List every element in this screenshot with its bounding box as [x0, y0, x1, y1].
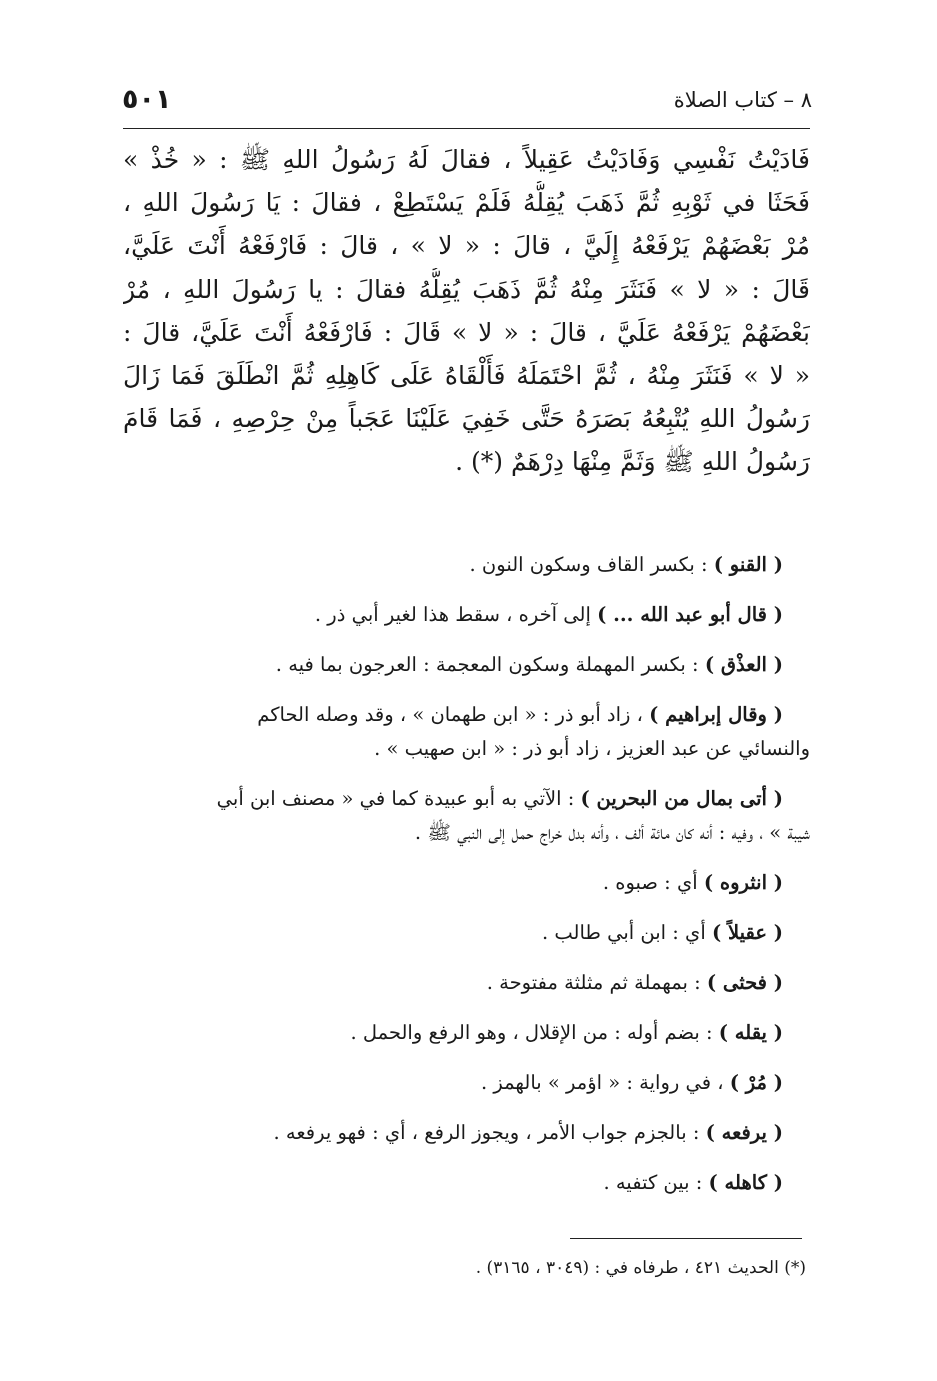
note-body: ، زاد أبو ذر : « ابن طهمان » ، وقد وصله الحاكم — [257, 703, 650, 726]
note-entry — [123, 698, 810, 766]
note-entry — [123, 1016, 810, 1050]
note-lemma: ( يقله ) — [718, 1021, 783, 1044]
note-lemma: ( أتى بمال من البحرين ) — [580, 787, 783, 810]
hadith-text — [123, 138, 810, 484]
note-body: : بين كتفيه . — [603, 1171, 709, 1194]
note-lemma: ( العذْق ) — [704, 653, 783, 676]
note-lemma: ( عقيلاً ) — [711, 921, 783, 944]
note-entry — [123, 1116, 810, 1150]
note-lemma: ( فحثى ) — [706, 971, 783, 994]
running-title: ٨ – كتاب الصلاة — [673, 88, 812, 112]
note-lemma: ( يرفعه ) — [705, 1121, 783, 1144]
note-continuation: والنسائي عن عبد العزيز ، زاد أبو ذر : « ابن صهيب » . — [374, 737, 810, 760]
note-body: : الآتي به أبو عبيدة كما في « مصنف ابن أبي — [216, 787, 581, 810]
hadith-line: بَعْضَهُمْ يَرْفَعْهُ عَلَيَّ ، قالَ : « لا » قَالَ : فَارْفَعْهُ أَنْتَ عَلَيَّ، قالَ : — [123, 317, 810, 347]
note-entry — [123, 916, 810, 950]
note-entry — [123, 548, 810, 582]
note-lemma: ( وقال إبراهيم ) — [649, 703, 783, 726]
note-entry — [123, 866, 810, 900]
hadith-line: رَسُولُ اللهِ يُتْبِعُهُ بَصَرَهُ حَتَّى خَفِيَ عَلَيْنَا عَجَباً مِنْ حِرْصِهِ ، فَمَا قَامَ — [123, 404, 810, 434]
note-lemma: ( قال أبو عبد الله ... ) — [597, 603, 783, 626]
note-body: أي : صبوه . — [602, 871, 704, 894]
commentary-notes — [123, 548, 810, 1200]
note-entry — [123, 1166, 810, 1200]
hadith-line: مُرْ بَعْضَهُمْ يَرْفَعْهُ إِلَيَّ ، قالَ : « لا » ، قالَ : فَارْفَعْهُ أَنْتَ عَلَيَّ، — [123, 231, 810, 261]
note-entry — [123, 782, 810, 850]
hadith-line: « لا » فَنَثَرَ مِنْهُ ، ثُمَّ احْتَمَلَهُ فَأَلْقَاهُ عَلَى كَاهِلِهِ ثُمَّ انْطَلَقَ فَمَا زَالَ — [123, 361, 810, 391]
note-body: ، في رواية : « اؤمر » بالهمز . — [480, 1071, 730, 1094]
hadith-line: فَادَيْتُ نَفْسِي وَفَادَيْتُ عَقِيلاً ، فقالَ لَهُ رَسُولُ اللهِ ﷺ : « خُذْ » — [123, 145, 810, 174]
note-lemma: ( كاهله ) — [708, 1171, 783, 1194]
note-lemma: ( انثروه ) — [703, 871, 783, 894]
note-entry — [123, 966, 810, 1000]
note-body: : بالجزم جواب الأمر ، ويجوز الرفع ، أي : فهو يرفعه . — [273, 1121, 706, 1144]
note-lemma: ( مُرْ ) — [729, 1071, 783, 1094]
note-body: : بكسر القاف وسكون النون . — [469, 553, 714, 576]
note-entry — [123, 598, 810, 632]
note-entry — [123, 1066, 810, 1100]
note-lemma: ( القنو ) — [713, 553, 783, 576]
note-body: إلى آخره ، سقط هذا لغير أبي ذر . — [314, 603, 598, 626]
note-continuation: شيبة » ، وفيه : أنه كان مائة ألف ، وأنه بدل خراج حمل إلى النبي ﷺ . — [414, 821, 810, 844]
header-rule — [123, 128, 810, 129]
page-number: ٥٠١ — [122, 84, 172, 115]
note-body: أي : ابن أبي طالب . — [541, 921, 712, 944]
footnote-rule — [570, 1238, 802, 1239]
footnote: (*) الحديث ٤٢١ ، طرفاه في : (٣٠٤٩ ، ٣١٦٥) . — [475, 1258, 806, 1278]
page-header — [118, 82, 812, 122]
note-body: : بضم أوله : من الإقلال ، وهو الرفع والحمل . — [350, 1021, 719, 1044]
hadith-line: قَالَ : « لا » فَنَثَرَ مِنْهُ ثُمَّ ذَهَبَ يُقِلُّهُ فقالَ : يا رَسُولَ اللهِ ، مُرْ — [123, 274, 810, 304]
note-body: : بكسر المهملة وسكون المعجمة : العرجون بما فيه . — [275, 653, 705, 676]
note-body: : بمهملة ثم مثلثة مفتوحة . — [486, 971, 707, 994]
note-entry — [123, 648, 810, 682]
hadith-line: فَحَثَا في ثَوْبِهِ ثُمَّ ذَهَبَ يُقِلُّهُ فَلَمْ يَسْتَطِعْ ، فقالَ : يَا رَسُولَ اللهِ ، — [123, 188, 810, 218]
hadith-line: رَسُولُ اللهِ ﷺ وَثَمَّ مِنْهَا دِرْهَمٌ (*) . — [455, 447, 810, 477]
